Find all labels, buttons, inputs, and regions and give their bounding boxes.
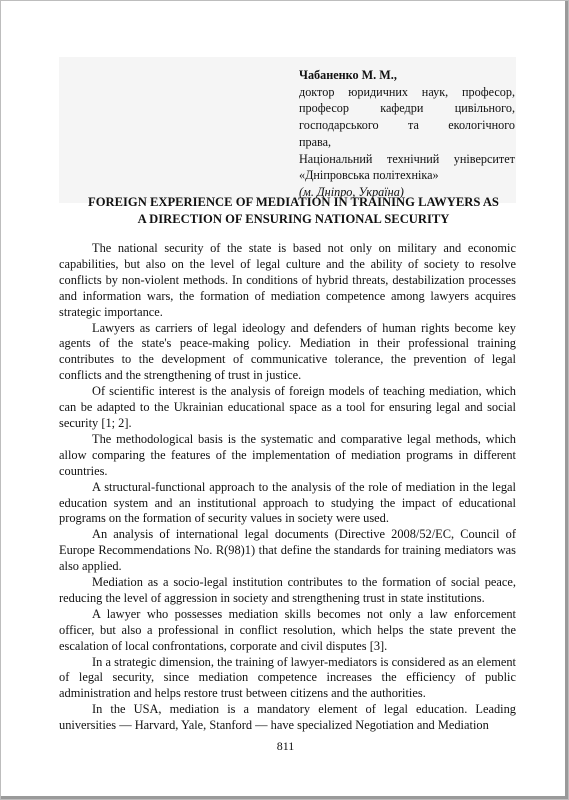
title-line: FOREIGN EXPERIENCE OF MEDIATION IN TRAINING LAWYERS AS <box>88 195 499 209</box>
author-name: Чабаненко М. М., <box>299 68 397 82</box>
body-paragraph: A structural-functional approach to the analysis of the role of mediation in the legal education system and an institutional approach to studying the impact of educational programs on the formation of security values in society were used. <box>59 479 516 526</box>
body-paragraph: A lawyer who possesses mediation skills becomes not only a law enforcement officer, but also a professional in conflict resolution, which helps the state prevent the escalation of local confrontations, corporate and civil disputes [3]. <box>59 606 516 653</box>
article-body <box>59 241 516 734</box>
author-position-line: права, <box>299 134 332 149</box>
author-block <box>59 57 516 203</box>
author-position-line: доктор юридичних наук, професор, <box>299 84 515 99</box>
author-position-line: професор кафедри цивільного, <box>299 101 515 116</box>
author-affiliation: Національний технічний університет <box>299 151 515 166</box>
body-paragraph: Lawyers as carriers of legal ideology and defenders of human rights become key agents of the state's peace-making policy. Mediation in their professional training contributes to the development of communicative tolerance, the prevention of legal conflicts and the strengthening of trust in justice. <box>59 320 516 383</box>
body-paragraph: In the USA, mediation is a mandatory element of legal education. Leading universities — Harvard, Yale, Stanford — have specialized Negotiation and Mediation <box>59 702 516 733</box>
author-affiliation: «Дніпровська політехніка» <box>299 168 439 183</box>
title-line: A DIRECTION OF ENSURING NATIONAL SECURITY <box>137 212 450 226</box>
body-paragraph: In a strategic dimension, the training of lawyer-mediators is considered as an element of legal security, since mediation competence increases the efficiency of public administration and helps restore trust between citizens and the authorities. <box>59 654 516 701</box>
body-paragraph: The national security of the state is based not only on military and economic capabilities, but also on the level of legal culture and the ability of society to resolve conflicts by non-violent methods. In conditions of hybrid threats, destabilization processes and information wars, the formation of mediation competence among lawyers acquires strategic importance. <box>59 241 516 319</box>
author-location: (м. Дніпро, Україна) <box>299 184 404 199</box>
body-paragraph: The methodological basis is the systematic and comparative legal methods, which allow comparing the features of the implementation of mediation programs in different countries. <box>59 431 516 478</box>
article-title <box>71 194 516 228</box>
author-position-line: господарського та екологічного <box>299 118 515 133</box>
author-info <box>299 67 515 201</box>
page-number: 811 <box>276 739 295 753</box>
body-paragraph: Of scientific interest is the analysis of foreign models of teaching mediation, which can be adapted to the Ukrainian educational space as a tool for ensuring legal and social security [1; 2]. <box>59 384 516 430</box>
body-paragraph: An analysis of international legal documents (Directive 2008/52/EC, Council of Europe Recommendations No. R(98)1) that define the standards for training mediators was also applied. <box>59 527 516 574</box>
body-paragraph: Mediation as a socio-legal institution contributes to the formation of social peace, reducing the level of aggression in society and strengthening trust in state institutions. <box>59 575 516 605</box>
